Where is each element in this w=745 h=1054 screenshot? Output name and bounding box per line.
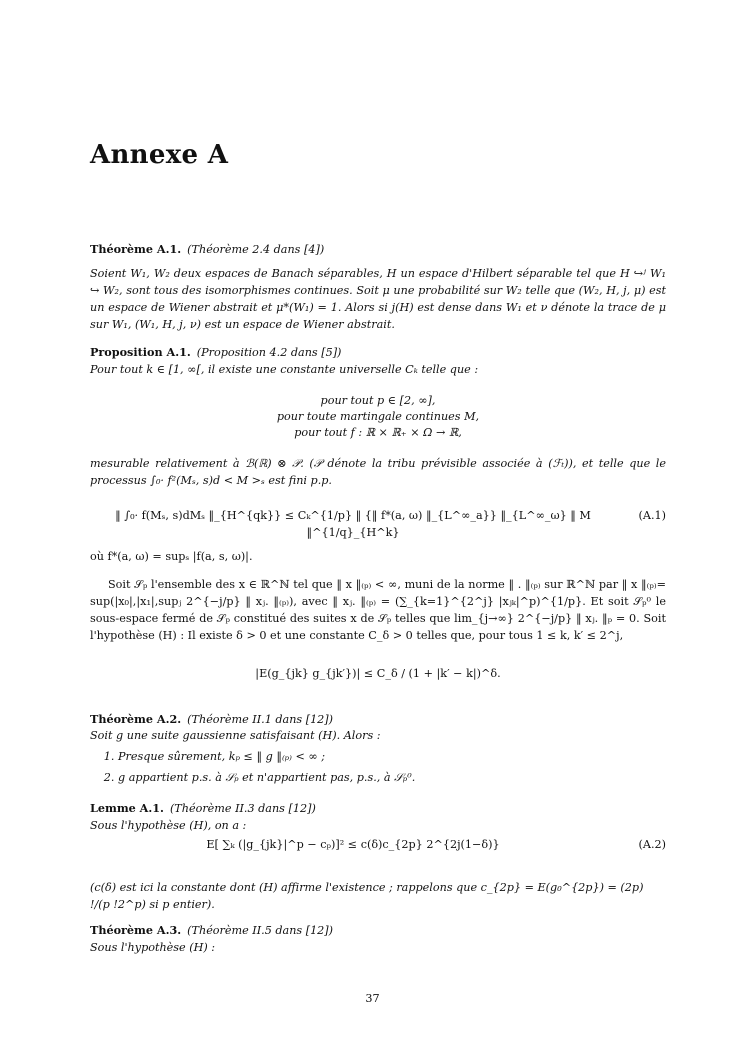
proposition-a1-label: Proposition A.1. bbox=[90, 345, 191, 359]
lemma-a1-heading bbox=[90, 800, 666, 817]
equation-a1-body: ‖ ∫₀· f(Mₛ, s)dMₛ ‖_{H^{qk}} ≤ Cₖ^{1/p} ‖ {‖ f*(a, ω) ‖_{L^∞_a}} ‖_{L^∞_ω} ‖ M ‖^{1/q}_{H^k} bbox=[115, 509, 591, 539]
page-number: 37 bbox=[365, 992, 380, 1005]
theorem-a3-heading bbox=[90, 922, 666, 939]
theorem-a2-citation[interactable]: (Théorème II.1 dans [12]) bbox=[187, 713, 334, 726]
proposition-a1-measurability: mesurable relativement à ℬ(ℝ) ⊗ 𝒫. (𝒫 dénote la tribu prévisible associée à (ℱₜ)), et telle que le processus ∫₀· f²(Mₛ, s)d < M >ₛ est fini p.p. bbox=[90, 457, 666, 487]
chapter-title: Annexe A bbox=[90, 140, 229, 170]
lemma-a1-citation[interactable]: (Théorème II.3 dans [12]) bbox=[169, 802, 316, 815]
theorem-a3-intro: Sous l'hypothèse (H) : bbox=[90, 941, 216, 954]
equation-a2-body: E[ ∑ₖ (|g_{jk}|^p − cₚ)]² ≤ c(δ)c_{2p} 2^{2j(1−δ)} bbox=[206, 838, 500, 851]
proposition-a1-citation[interactable]: (Proposition 4.2 dans [5]) bbox=[196, 346, 342, 359]
list-item: 2. g appartient p.s. à 𝒮ₚ et n'appartient pas, p.s., à 𝒮ₚ⁰. bbox=[118, 769, 666, 786]
theorem-a1-heading bbox=[90, 241, 666, 258]
equation-a1 bbox=[90, 507, 666, 537]
proposition-a1-heading bbox=[90, 344, 666, 361]
theorem-a2-intro: Soit g une suite gaussienne satisfaisant (H). Alors : bbox=[90, 729, 381, 742]
proposition-a1-where: où f*(a, ω) = supₛ |f(a, s, ω)|. bbox=[90, 550, 253, 563]
theorem-a1-label: Théorème A.1. bbox=[90, 242, 182, 256]
theorem-a1-citation[interactable]: (Théorème 2.4 dans [4]) bbox=[187, 243, 325, 256]
equation-a1-number: (A.1) bbox=[638, 509, 666, 522]
lemma-a1-label: Lemme A.1. bbox=[90, 801, 164, 815]
equation-a2 bbox=[90, 836, 666, 866]
equation-a2-number: (A.2) bbox=[638, 838, 666, 851]
lemma-a1-remark: (c(δ) est ici la constante dont (H) affirme l'existence ; rappelons que c_{2p} = E(g₀^{2p}) = (2p) !/(p !2^p) si p entier). bbox=[90, 881, 644, 911]
lemma-a1-intro: Sous l'hypothèse (H), on a : bbox=[90, 819, 247, 832]
hypothesis-paragraph: Soit 𝒮ₚ l'ensemble des x ∈ ℝ^ℕ tel que ‖ x ‖₍ₚ₎ < ∞, muni de la norme ‖ . ‖₍ₚ₎ sur ℝ^ℕ par ‖ x ‖₍ₚ₎= sup(|x₀|,|x₁|,supⱼ 2^{−j/p} ‖ xⱼ. ‖₍ₚ₎), avec ‖ xⱼ. ‖₍ₚ₎ = (∑_{k=1}^{2^j} |xⱼₖ|^p)^{1/p}. Et soit 𝒮ₚ⁰ le sous-espace fermé de 𝒮ₚ constitué des suites x de 𝒮ₚ telles que lim_{j→∞} 2^{−j/p} ‖ xⱼ. ‖ₚ = 0. Soit l'hypothèse (H) : Il existe δ > 0 et une constante C_δ > 0 telles que, pour tous 1 ≤ k, k′ ≤ 2^j, bbox=[90, 578, 666, 642]
proposition-a1-intro: Pour tout k ∈ [1, ∞[, il existe une constante universelle Cₖ telle que : bbox=[90, 363, 479, 376]
theorem-a2-heading bbox=[90, 711, 666, 728]
proposition-a1-condition: pour toute martingale continues M, bbox=[276, 410, 480, 423]
list-item: 1. Presque sûrement, kₚ ≤ ‖ g ‖₍ₚ₎ < ∞ ; bbox=[118, 748, 666, 765]
theorem-a2-list bbox=[90, 746, 666, 790]
theorem-a3-citation[interactable]: (Théorème II.5 dans [12]) bbox=[187, 924, 334, 937]
proposition-a1-condition: pour tout f : ℝ × ℝ₊ × Ω → ℝ, bbox=[294, 426, 462, 439]
hypothesis-equation: |E(g_{jk} g_{jk′})| ≤ C_δ / (1 + |k′ − k|)^δ. bbox=[255, 667, 501, 680]
theorem-a2-label: Théorème A.2. bbox=[90, 712, 182, 726]
theorem-a3-label: Théorème A.3. bbox=[90, 923, 182, 937]
theorem-a1-statement: Soient W₁, W₂ deux espaces de Banach séparables, H un espace d'Hilbert séparable tel que H ↪ʲ W₁ ↪ W₂, sont tous des isomorphismes continues. Soit μ une probabilité sur W₂ telle que (W₂, H, j, μ) est un espace de Wiener abstrait et μ*(W₁) = 1. Alors si j(H) est dense dans W₁ et ν dénote la trace de μ sur W₁, (W₁, H, j, ν) est un espace de Wiener abstrait. bbox=[90, 267, 666, 331]
proposition-a1-condition: pour tout p ∈ [2, ∞], bbox=[320, 394, 436, 407]
